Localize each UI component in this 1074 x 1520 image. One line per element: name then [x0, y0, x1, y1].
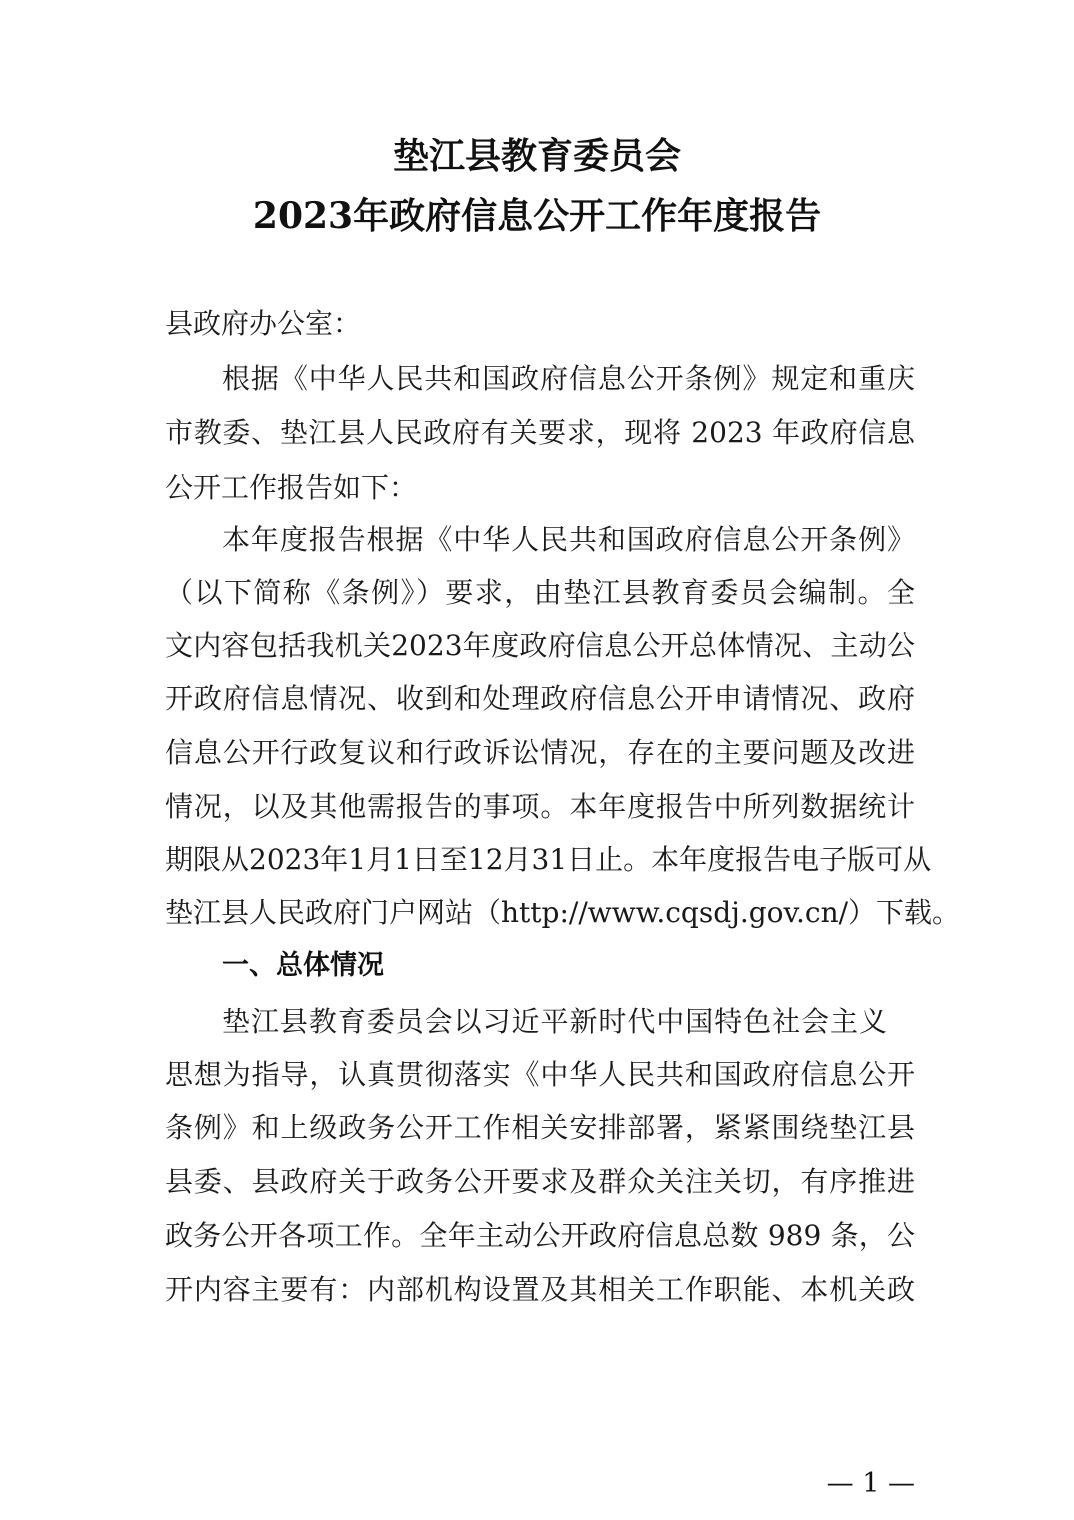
section-1-line: 政务公开各项工作。全年主动公开政府信息总数 989 条，公 [165, 1219, 915, 1252]
section-heading-overview: 一、总体情况 [222, 950, 384, 981]
section-1-line: 思想为指导，认真贯彻落实《中华人民共和国政府信息公开 [165, 1058, 915, 1091]
page-number: — 1 — [826, 1468, 915, 1499]
salutation: 县政府办公室： [165, 307, 362, 340]
paragraph-2-line: 情况，以及其他需报告的事项。本年度报告中所列数据统计 [165, 790, 915, 823]
paragraph-2-line: 开政府信息情况、收到和处理政府信息公开申请情况、政府 [165, 682, 915, 715]
document-title-line-2: 2023年政府信息公开工作年度报告 [252, 195, 822, 237]
paragraph-1-line: 公开工作报告如下： [165, 471, 418, 504]
paragraph-2-line: 本年度报告根据《中华人民共和国政府信息公开条例》 [222, 523, 915, 556]
paragraph-1-line: 市教委、垫江县人民政府有关要求，现将 2023 年政府信息 [165, 416, 915, 449]
document-title-line-1: 垫江县教育委员会 [392, 135, 681, 177]
paragraph-1-line: 根据《中华人民共和国政府信息公开条例》规定和重庆 [222, 362, 915, 395]
paragraph-2-line: 期限从2023年1月1日至12月31日止。本年度报告电子版可从 [165, 843, 932, 876]
section-1-line: 开内容主要有：内部机构设置及其相关工作职能、本机关政 [165, 1273, 915, 1306]
section-1-line: 条例》和上级政务公开工作相关安排部署，紧紧围绕垫江县 [165, 1111, 915, 1144]
paragraph-2-line: 信息公开行政复议和行政诉讼情况，存在的主要问题及改进 [165, 736, 915, 769]
paragraph-2-line: （以下简称《条例》）要求，由垫江县教育委员会编制。全 [165, 576, 915, 609]
section-1-line: 县委、县政府关于政务公开要求及群众关注关切，有序推进 [165, 1165, 915, 1198]
section-1-line: 垫江县教育委员会以习近平新时代中国特色社会主义 [222, 1005, 887, 1038]
paragraph-2-line: 垫江县人民政府门户网站（http://www.cqsdj.gov.cn/）下载。 [165, 896, 961, 929]
paragraph-2-line: 文内容包括我机关2023年度政府信息公开总体情况、主动公 [165, 629, 915, 662]
